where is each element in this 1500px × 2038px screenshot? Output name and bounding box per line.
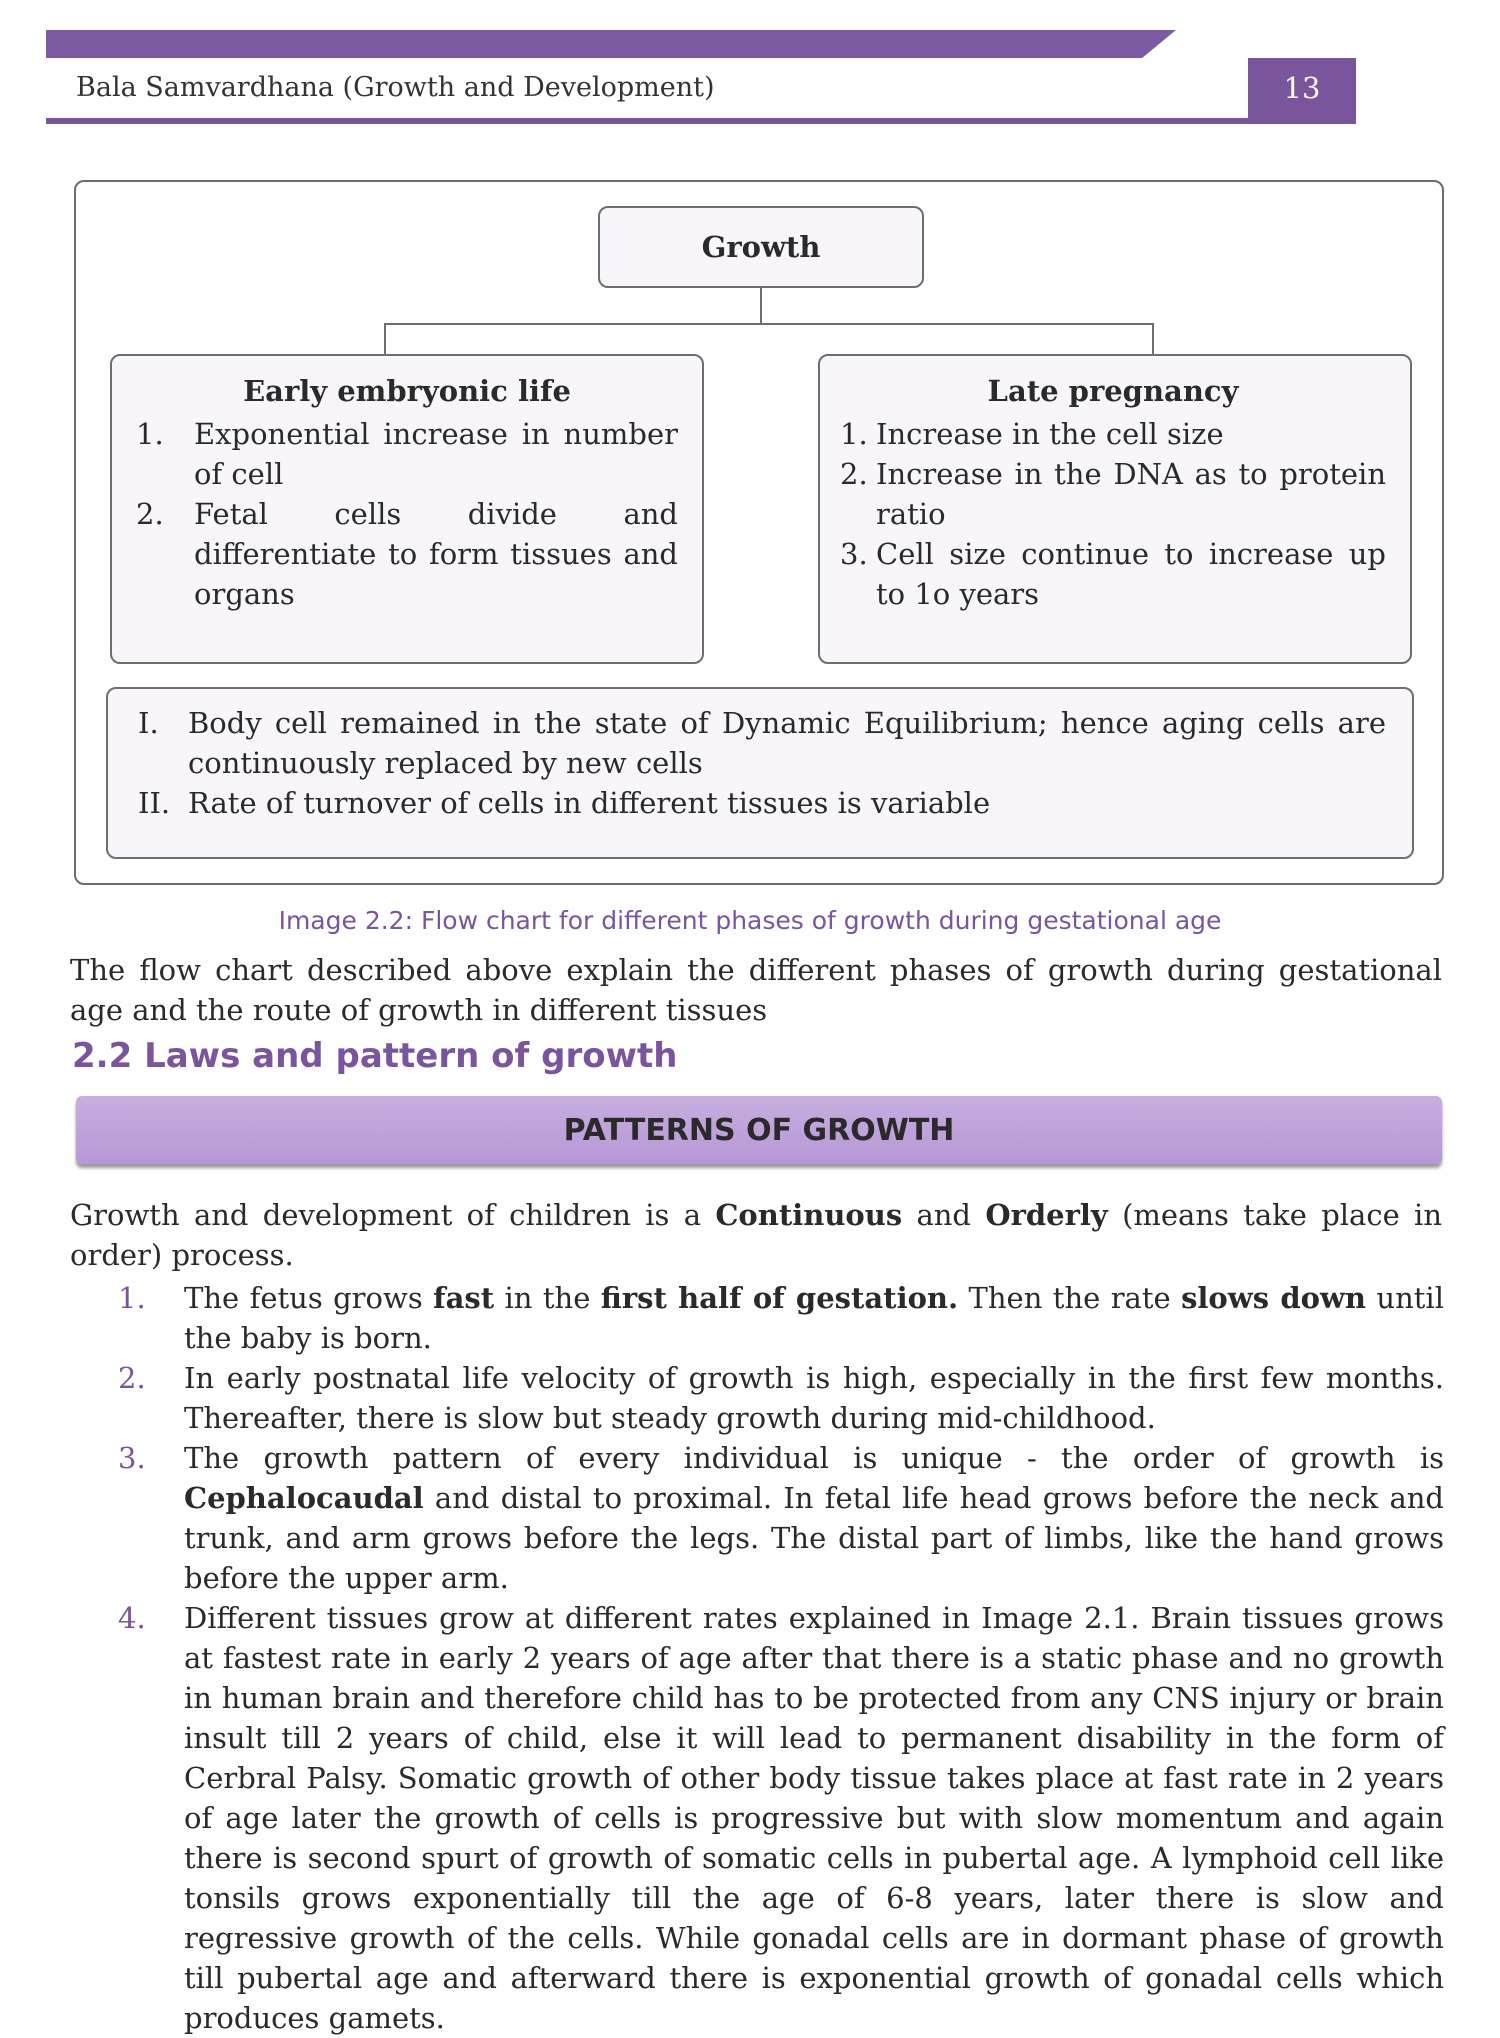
intro-paragraph: The flow chart described above explain the different phases of growth during gestational age and the route of growth in different tissues	[70, 953, 1442, 1027]
list-item: 1. The fetus grows fast in the first half of gestation. Then the rate slows down until the baby is born.	[118, 1281, 1444, 1355]
figure-caption: Image 2.2: Flow chart for different phases of growth during gestational age	[278, 906, 1222, 935]
list-item: I. Body cell remained in the state of Dynamic Equilibrium; hence aging cells are continuously replaced by new cells	[138, 706, 1386, 780]
list-item: 3. The growth pattern of every individual is unique - the order of growth is Cephalocaudal and distal to proximal. In fetal life head grows before the neck and trunk, and arm grows before the legs. The distal part of limbs, like the hand grows before the upper arm.	[118, 1441, 1444, 1595]
flow-chart	[74, 180, 1444, 885]
list-item: II. Rate of turnover of cells in different tissues is variable	[138, 786, 991, 820]
patterns-banner: PATTERNS OF GROWTH	[76, 1096, 1442, 1164]
connector-vertical-root	[760, 288, 762, 324]
list-item: 1. Exponential increase in number of cell	[136, 417, 678, 491]
page-number: 13	[1248, 58, 1356, 118]
page-header	[46, 58, 1356, 124]
list-item: 2. In early postnatal life velocity of growth is high, especially in the first few months. Thereafter, there is slow but steady growth during mid-childhood.	[118, 1361, 1444, 1435]
connector-horizontal	[384, 323, 1154, 325]
late-pregnancy-title: Late pregnancy	[987, 374, 1239, 408]
list-item: 2. Increase in the DNA as to protein ratio	[840, 457, 1386, 531]
section-heading: 2.2 Laws and pattern of growth	[72, 1036, 678, 1076]
header-stripe	[46, 30, 1176, 58]
book-title: Bala Samvardhana (Growth and Development)	[76, 72, 715, 103]
equilibrium-node	[106, 687, 1414, 859]
growth-node: Growth	[598, 206, 924, 288]
early-embryonic-node	[110, 354, 704, 664]
growth-paragraph: Growth and development of children is a Continuous and Orderly (means take place in order) process.	[70, 1198, 1442, 1272]
early-embryonic-title: Early embryonic life	[243, 374, 571, 408]
list-item: 3. Cell size continue to increase up to 1o years	[840, 537, 1386, 611]
connector-right	[1152, 323, 1154, 355]
list-item: 4. Different tissues grow at different rates explained in Image 2.1. Brain tissues grows at fastest rate in early 2 years of age after that there is a static phase and no growth in human brain and therefore child has to be protected from any CNS injury or brain insult till 2 years of child, else it will lead to permanent disability in the form of Cerbral Palsy. Somatic growth of other body tissue takes place at fast rate in 2 years of age later the growth of cells is progressive but with slow momentum and again there is second spurt of growth of somatic cells in pubertal age. A lymphoid cell like tonsils grows exponentially till the age of 6-8 years, later there is slow and regressive growth of the cells. While gonadal cells are in dormant phase of growth till pubertal age and afterward there is exponential growth of gonadal cells which produces gamets.	[118, 1601, 1444, 2035]
list-item: 2. Fetal cells divide and differentiate to form tissues and organs	[136, 497, 678, 611]
list-item: 1. Increase in the cell size	[840, 417, 1224, 451]
connector-left	[384, 323, 386, 355]
late-pregnancy-node	[818, 354, 1412, 664]
growth-pattern-list	[118, 1278, 1444, 2038]
